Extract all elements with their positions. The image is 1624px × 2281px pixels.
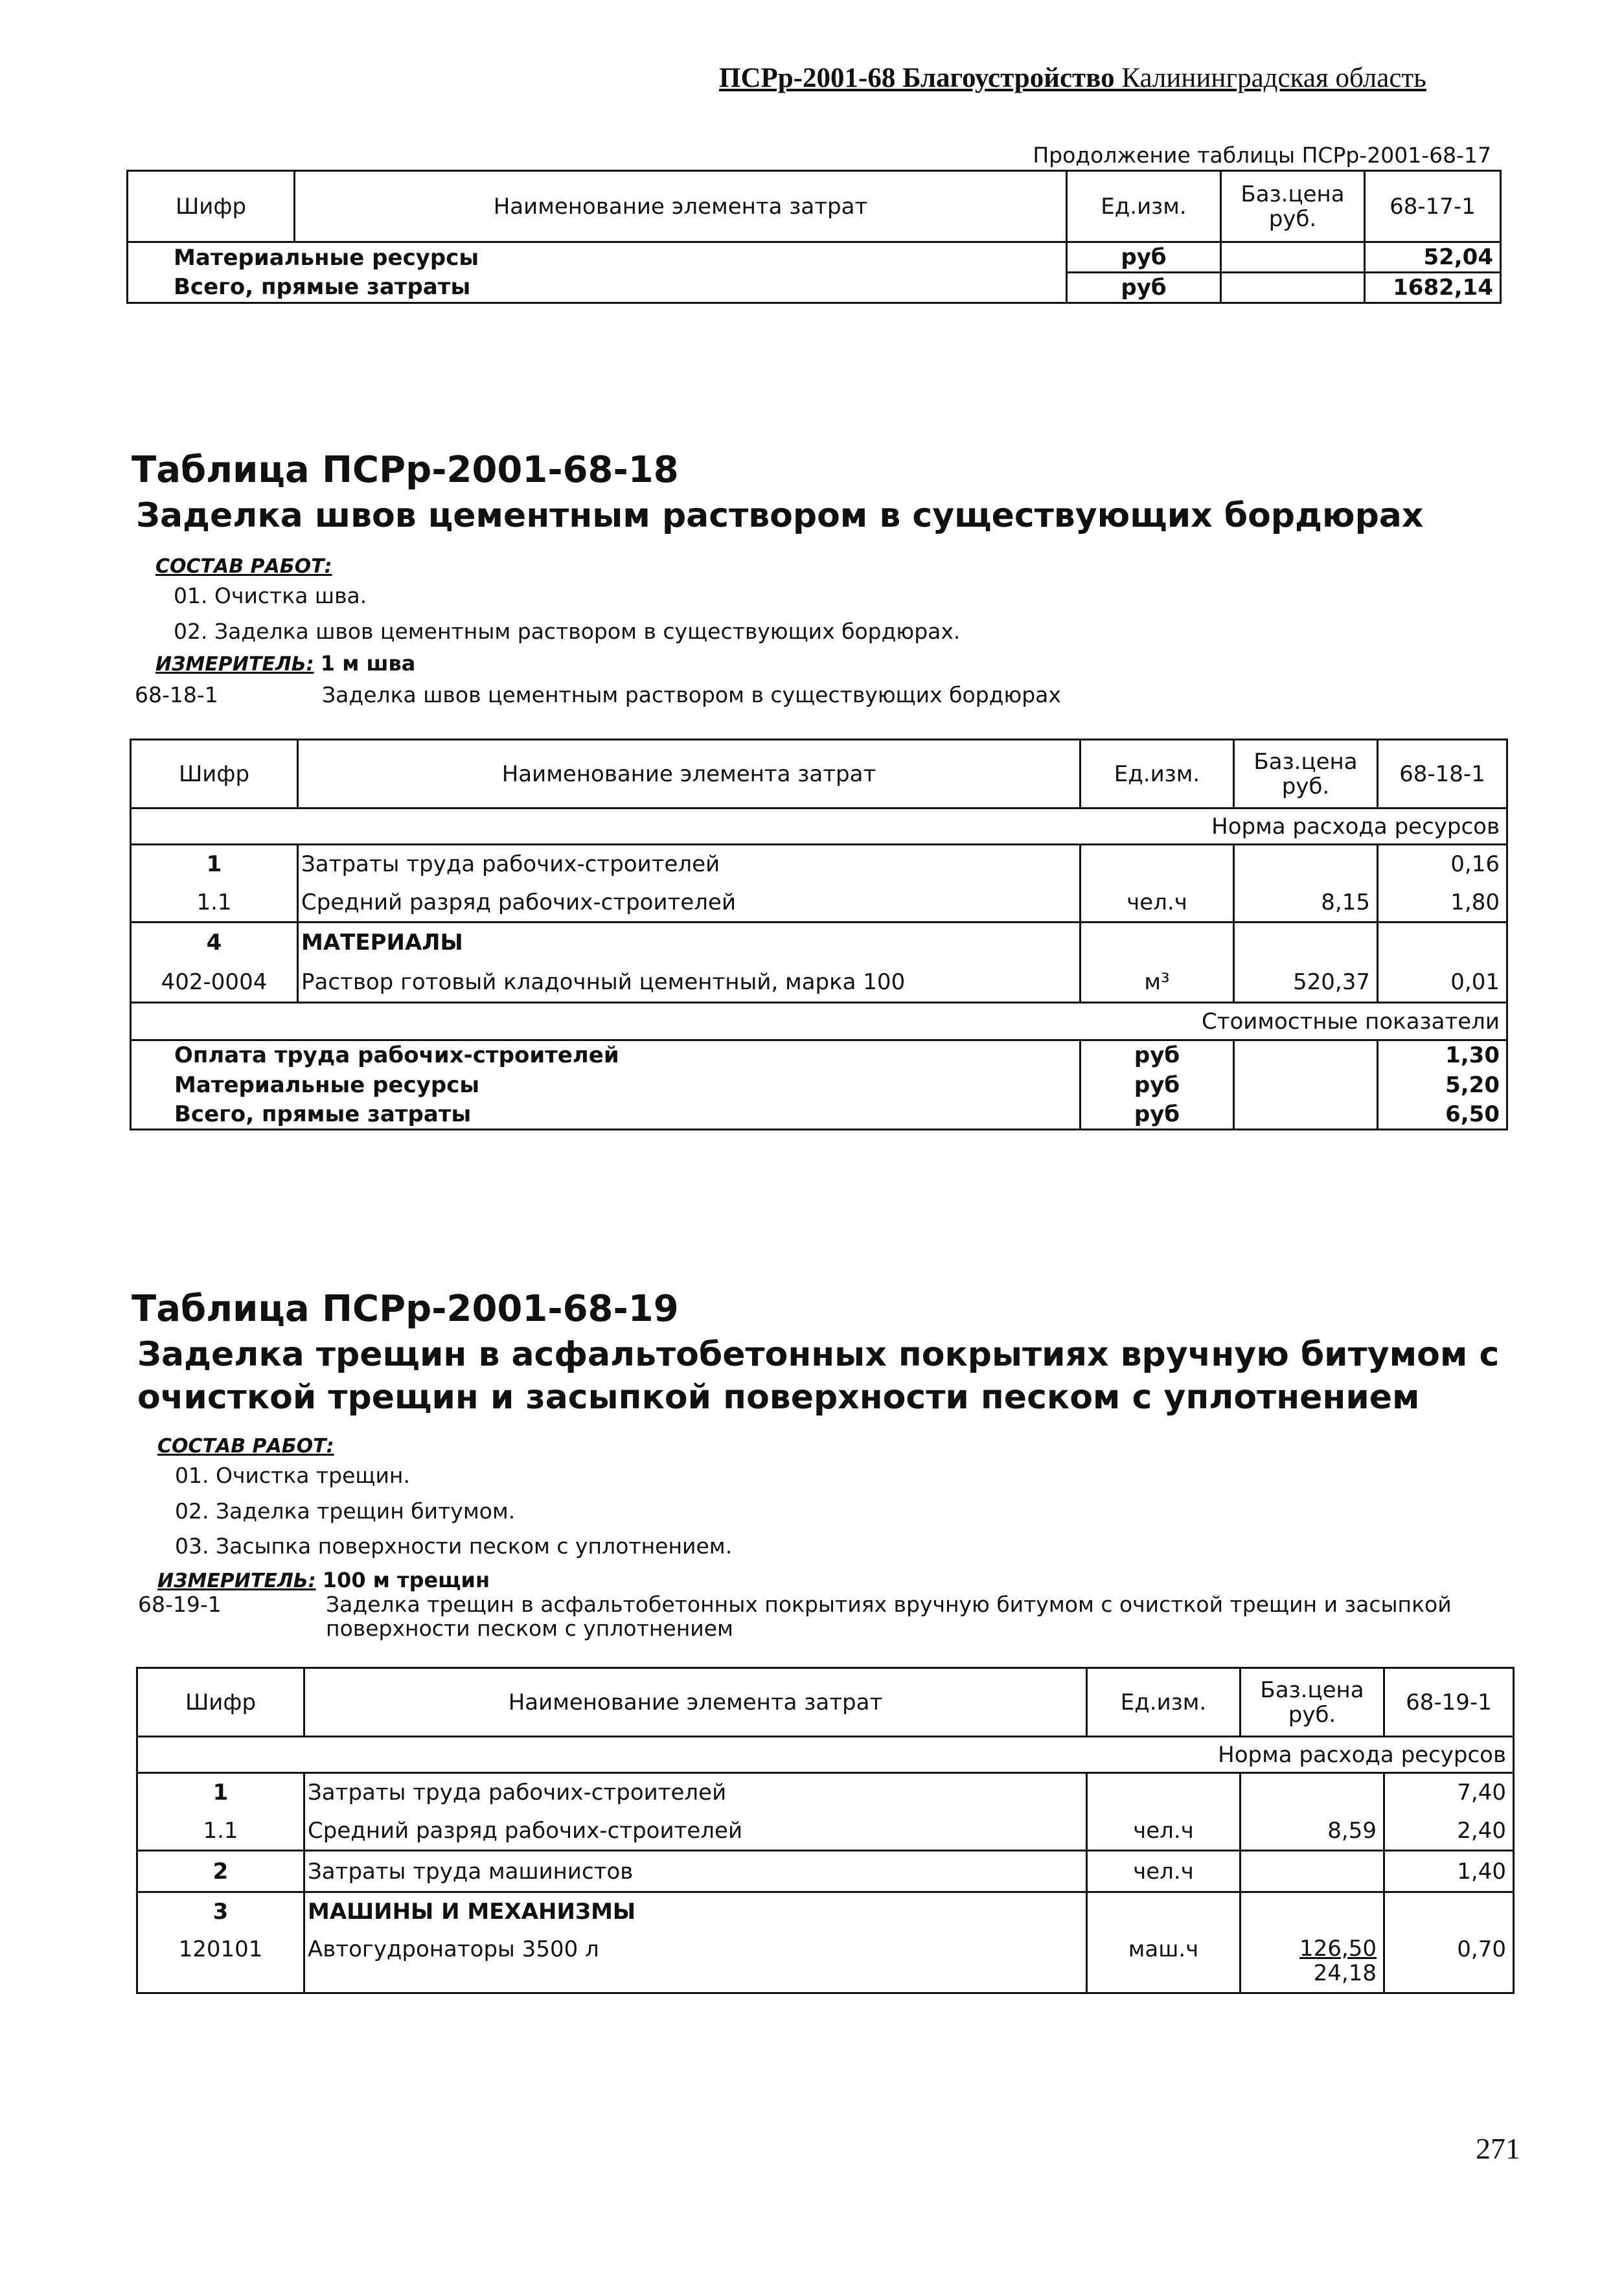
row-value: 52,04 [1365, 242, 1501, 273]
row-unit: маш.ч [1087, 1931, 1241, 1993]
row-price: 8,59 [1241, 1812, 1384, 1851]
table-row [131, 1070, 1507, 1100]
col-header-price: Баз.цена руб. [1241, 1668, 1384, 1737]
works-label: СОСТАВ РАБОТ: [157, 1435, 334, 1458]
row-price [1221, 273, 1365, 303]
row-name: МАШИНЫ И МЕХАНИЗМЫ [304, 1892, 1087, 1931]
meter-line [157, 1568, 490, 1592]
section-19-subtitle-line1: Заделка трещин в асфальтобетонных покрытиях вручную битумом с [137, 1335, 1500, 1374]
row-name: Затраты труда рабочих-строителей [304, 1773, 1087, 1812]
row-price [1234, 1100, 1378, 1130]
header-code: ПСРр-2001-68 Благоустройство [719, 63, 1115, 93]
row-name: Раствор готовый кладочный цементный, марка 100 [298, 963, 1081, 1003]
row-value: 1682,14 [1365, 273, 1501, 303]
row-price [1241, 1773, 1384, 1812]
work-item: 03. Засыпка поверхности песком с уплотнением. [175, 1533, 733, 1559]
row-name: Материальные ресурсы [128, 242, 1067, 273]
row-unit: чел.ч [1081, 884, 1234, 923]
row-shifr: 2 [137, 1851, 304, 1892]
col-header-price: Баз.цена руб. [1234, 740, 1378, 808]
page-number: 271 [1476, 2132, 1520, 2165]
row-shifr: 402-0004 [131, 963, 298, 1003]
row-unit [1087, 1773, 1241, 1812]
row-price [1241, 1851, 1384, 1892]
row-unit: руб [1081, 1100, 1234, 1130]
work-item: 01. Очистка шва. [174, 583, 367, 608]
col-header-shifr: Шифр [131, 740, 298, 808]
row-price [1234, 845, 1378, 884]
row-unit: руб [1067, 242, 1221, 273]
header-region: Калининградская область [1121, 63, 1426, 93]
row-shifr: 1.1 [131, 884, 298, 923]
row-unit: чел.ч [1087, 1851, 1241, 1892]
row-price: 520,37 [1234, 963, 1378, 1003]
row-value: 2,40 [1384, 1812, 1514, 1851]
col-header-unit: Ед.изм. [1081, 740, 1234, 808]
row-value: 7,40 [1384, 1773, 1514, 1812]
row-price [1241, 1931, 1384, 1993]
table-row [131, 923, 1507, 963]
cost-label: Стоимостные показатели [131, 1003, 1507, 1040]
table-row [131, 884, 1507, 923]
table-68-19 [136, 1667, 1515, 1994]
row-value [1384, 1892, 1514, 1931]
row-price [1241, 1892, 1384, 1931]
row-name: Затраты труда машинистов [304, 1851, 1087, 1892]
row-value: 1,40 [1384, 1851, 1514, 1892]
col-header-shifr: Шифр [128, 171, 295, 242]
col-header-unit: Ед.изм. [1067, 171, 1221, 242]
row-shifr: 1.1 [137, 1812, 304, 1851]
col-header-price: Баз.цена руб. [1221, 171, 1365, 242]
row-name: Средний разряд рабочих-строителей [298, 884, 1081, 923]
col-header-shifr: Шифр [137, 1668, 304, 1737]
norma-label: Норма расхода ресурсов [137, 1737, 1514, 1773]
work-item: 02. Заделка швов цементным раствором в существующих бордюрах. [174, 619, 961, 644]
table-row [128, 242, 1501, 273]
row-unit: м³ [1081, 963, 1234, 1003]
row-unit: руб [1067, 273, 1221, 303]
row-name: Всего, прямые затраты [131, 1100, 1081, 1130]
works-label: СОСТАВ РАБОТ: [155, 555, 332, 578]
meter-label: ИЗМЕРИТЕЛЬ: [155, 653, 314, 676]
row-value: 0,16 [1378, 845, 1507, 884]
row-value: 1,30 [1378, 1040, 1507, 1070]
row-value: 0,70 [1384, 1931, 1514, 1993]
row-unit: чел.ч [1087, 1812, 1241, 1851]
item-code: 68-18-1 [135, 682, 218, 707]
row-unit [1087, 1892, 1241, 1931]
section-19-title: Таблица ПСРр-2001-68-19 [132, 1288, 679, 1330]
row-value: 1,80 [1378, 884, 1507, 923]
table-row [137, 1892, 1514, 1931]
item-code: 68-19-1 [138, 1592, 222, 1617]
row-name: Средний разряд рабочих-строителей [304, 1812, 1087, 1851]
item-description-line1: Заделка трещин в асфальтобетонных покрытиях вручную битумом с очисткой трещин и засыпкой [326, 1592, 1452, 1617]
col-header-name: Наименование элемента затрат [298, 740, 1081, 808]
row-unit: руб [1081, 1070, 1234, 1100]
row-shifr: 1 [131, 845, 298, 884]
row-value: 0,01 [1378, 963, 1507, 1003]
row-price: 8,15 [1234, 884, 1378, 923]
table-row [137, 1773, 1514, 1812]
section-18-subtitle: Заделка швов цементным раствором в существующих бордюрах [136, 496, 1424, 535]
table-68-17 [126, 170, 1502, 304]
row-unit [1081, 923, 1234, 963]
row-price [1234, 1070, 1378, 1100]
work-item: 02. Заделка трещин битумом. [175, 1498, 516, 1524]
row-name: Всего, прямые затраты [128, 273, 1067, 303]
row-value: 6,50 [1378, 1100, 1507, 1130]
section-18-title: Таблица ПСРр-2001-68-18 [132, 449, 679, 491]
table-row [131, 963, 1507, 1003]
col-header-code: 68-18-1 [1378, 740, 1507, 808]
row-shifr: 1 [137, 1773, 304, 1812]
table-row [128, 273, 1501, 303]
continuation-label: Продолжение таблицы ПСРр-2001-68-17 [1033, 143, 1491, 168]
meter-line [155, 651, 415, 676]
col-header-code: 68-17-1 [1365, 171, 1501, 242]
price-top: 126,50 [1299, 1935, 1377, 1962]
col-header-code: 68-19-1 [1384, 1668, 1514, 1737]
item-description: Заделка швов цементным раствором в существующих бордюрах [322, 682, 1061, 707]
work-item: 01. Очистка трещин. [175, 1463, 410, 1488]
row-name: Материальные ресурсы [131, 1070, 1081, 1100]
meter-label: ИЗМЕРИТЕЛЬ: [157, 1570, 316, 1592]
row-name: Затраты труда рабочих-строителей [298, 845, 1081, 884]
table-row [131, 1040, 1507, 1070]
page-header [719, 62, 1426, 94]
table-row [137, 1851, 1514, 1892]
meter-value: 1 м шва [320, 651, 416, 676]
col-header-unit: Ед.изм. [1087, 1668, 1241, 1737]
col-header-name: Наименование элемента затрат [295, 171, 1067, 242]
row-name: МАТЕРИАЛЫ [298, 923, 1081, 963]
table-row [131, 845, 1507, 884]
row-price [1221, 242, 1365, 273]
section-19-subtitle-line2: очисткой трещин и засыпкой поверхности песком с уплотнением [137, 1378, 1420, 1417]
row-unit: руб [1081, 1040, 1234, 1070]
item-description-line2: поверхности песком с уплотнением [326, 1616, 733, 1641]
row-price [1234, 1040, 1378, 1070]
row-price [1234, 923, 1378, 963]
price-bottom: 24,18 [1313, 1960, 1377, 1986]
row-name: Оплата труда рабочих-строителей [131, 1040, 1081, 1070]
table-row [137, 1931, 1514, 1993]
row-value [1378, 923, 1507, 963]
table-row [137, 1812, 1514, 1851]
row-value: 5,20 [1378, 1070, 1507, 1100]
meter-value: 100 м трещин [322, 1568, 490, 1592]
table-68-18 [130, 739, 1508, 1130]
table-row [131, 1100, 1507, 1130]
row-shifr: 120101 [137, 1931, 304, 1993]
row-shifr: 3 [137, 1892, 304, 1931]
row-unit [1081, 845, 1234, 884]
row-name: Автогудронаторы 3500 л [304, 1931, 1087, 1993]
row-shifr: 4 [131, 923, 298, 963]
norma-label: Норма расхода ресурсов [131, 808, 1507, 845]
col-header-name: Наименование элемента затрат [304, 1668, 1087, 1737]
